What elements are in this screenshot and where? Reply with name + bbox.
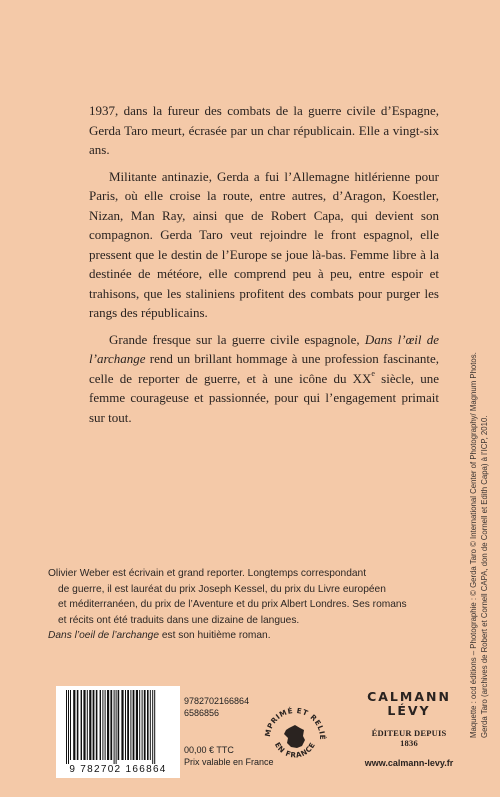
barcode-bar: [116, 690, 117, 764]
barcode-bar: [144, 690, 146, 760]
isbn-barcode: [56, 686, 180, 778]
price: 00,00 € TTC: [184, 745, 234, 755]
barcode-bar: [100, 690, 101, 760]
barcode-bar: [152, 690, 153, 764]
barcode-bar: [89, 690, 91, 760]
credit-line-1: Maquette : ocd éditions – Photographie : © Gerda Taro © International Center of Photography/ Magnum Photos.: [469, 352, 478, 738]
barcode-bar: [81, 690, 82, 760]
barcode-bar: [130, 690, 131, 760]
photo-credit-vertical: [468, 352, 490, 738]
barcode-bar: [77, 690, 79, 760]
barcode-bar: [105, 690, 106, 760]
barcode-bar: [107, 690, 109, 760]
barcode-bars: [56, 686, 180, 766]
bio-line: Olivier Weber est écrivain et grand reporter. Longtemps correspondant: [48, 568, 367, 579]
barcode-bar: [121, 690, 123, 760]
svg-text:IMPRIMÉ ET RELIÉ: MPRIMÉ ET RELIÉ: [262, 705, 328, 741]
barcode-bar: [125, 690, 126, 760]
barcode-bar: [102, 690, 103, 760]
barcode-bar: [93, 690, 95, 760]
barcode-bar: [114, 690, 115, 764]
barcode-bar: [110, 690, 112, 760]
century-superscript: e: [371, 368, 375, 378]
svg-text:EN FRANCE: EN FRANCE: [272, 740, 318, 760]
blurb-paragraph-2: Militante antinazie, Gerda a fui l’Allemagne hitlérienne pour Paris, où elle croise la route, entre autres, d’Aragon, Koestler, Nizan, Man Ray, ainsi que de Robert Capa, qui devient son compagnon. Gerda Taro veut rejoindre le front espagnol, elle pressent que le destin de l’Europe se joue là-bas. Femme libre à la destinée de météore, elle comprend peu à peu, entre espoir et trahisons, que les staliniens profitent des combats pour purger les rangs des républicains.: [89, 168, 439, 320]
publisher-url[interactable]: www.calmann-levy.fr: [364, 758, 454, 768]
barcode-bar: [70, 690, 71, 760]
barcode-digits: 9 782702 166864: [69, 764, 167, 775]
barcode-bar: [87, 690, 88, 760]
barcode-bar: [133, 690, 135, 760]
made-in-france-seal: [262, 692, 328, 780]
blurb-p3-text-c: siècle, une femme courageuse et passionnée, pour qui l’engagement primait sur tout.: [89, 370, 439, 425]
bio-line-end: est son huitième roman.: [159, 630, 271, 641]
century-numeral: XX: [352, 370, 372, 386]
blurb-paragraph-3: [89, 330, 439, 428]
price-note: Prix valable en France: [184, 757, 274, 767]
blurb-p3-text-a: Grande fresque sur la guerre civile espagnole,: [109, 331, 365, 347]
book-title-italic: Dans l’œil de l’archange: [89, 331, 439, 366]
barcode-bar: [136, 690, 138, 760]
bio-line: [48, 628, 428, 644]
barcode-bar: [147, 690, 149, 760]
blurb-paragraph-1: 1937, dans la fureur des combats de la guerre civile d’Espagne, Gerda Taro meurt, écrasée par un char républicain. Elle a vingt-six ans.: [89, 103, 439, 157]
barcode-bar: [96, 690, 98, 760]
barcode-bar: [118, 690, 120, 760]
ean-number: 9782702166864: [184, 696, 250, 706]
barcode-bar: [150, 690, 151, 760]
bio-line: de guerre, il est lauréat du prix Joseph Kessel, du prix du Livre européen: [58, 583, 386, 595]
publisher-since: ÉDITEUR DEPUIS 1836: [371, 728, 447, 748]
france-map-icon: [284, 725, 305, 748]
barcode-bar: [154, 690, 155, 764]
internal-code: 6586856: [184, 708, 220, 718]
barcode-bar: [83, 690, 85, 760]
blurb-p3-text-b: rend un brillant hommage à une profession fascinante, celle de reporter de guerre, et à une icône du: [89, 351, 439, 386]
bio-book-title: Dans l’oeil de l’archange: [48, 630, 159, 641]
barcode-bar: [73, 690, 75, 760]
barcode-bar: [142, 690, 143, 760]
author-bio: [48, 566, 428, 644]
barcode-bar: [68, 690, 69, 764]
barcode-bar: [66, 690, 67, 764]
publisher-logo: [364, 690, 454, 768]
ean-info: [184, 695, 274, 768]
barcode-bar: [139, 690, 140, 760]
bio-line: et récits ont été traduits dans une dizaine de langues.: [58, 614, 300, 626]
bio-line: et méditerranéen, du prix de l’Aventure et du prix Albert Londres. Ses romans: [58, 599, 407, 610]
back-cover-blurb: [89, 101, 439, 434]
credit-line-2: Gerda Taro (archives de Robert et Cornell CAPA, don de Cornell et Edith Capa) à l’ICP, 2010.: [480, 415, 489, 738]
publisher-name-1: CALMANN: [367, 689, 451, 704]
publisher-name-2: LÉVY: [387, 703, 431, 718]
barcode-bar: [127, 690, 129, 760]
